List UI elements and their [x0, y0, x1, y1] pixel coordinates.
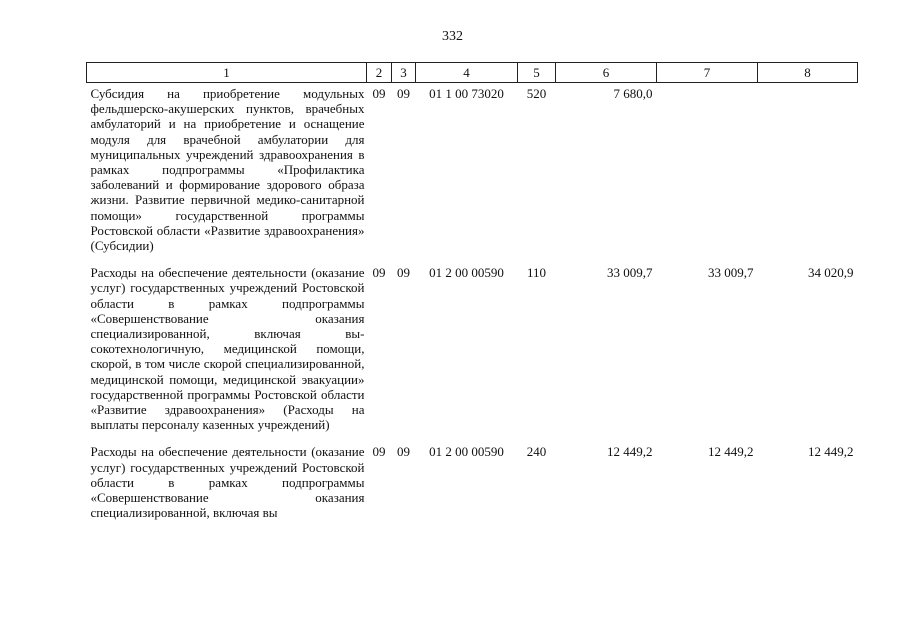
column-header: 3 [392, 63, 416, 83]
table-row [87, 83, 858, 263]
column-header: 8 [758, 63, 858, 83]
expense-type-code: 240 [526, 444, 547, 460]
section-code: 09 [372, 265, 386, 281]
amount-year-1: 7 680,0 [613, 86, 653, 101]
target-article-code: 01 2 00 00590 [429, 444, 504, 460]
budget-table [86, 62, 858, 529]
amount-year-3: 34 020,9 [808, 265, 854, 281]
table-header-row [87, 63, 858, 83]
amount-year-2 [657, 83, 758, 263]
expense-name: Субсидия на приобретение модульных фельдшерско-акушерских пунктов, врачебных амбулаторий и на приобретение и оснащение модуля для врачебной амбулатории для муниципальных учреждений здравоохранения в рамках подпрограммы «Профилактика заболеваний и формирование здорового образа жизни. Развитие первичной медико-санитарной помощи» государственной программы Ростовской области «Развитие здравоохранения» (Субсидии) [90, 86, 365, 254]
amount-year-3 [758, 83, 858, 263]
amount-year-1: 12 449,2 [607, 444, 653, 460]
amount-year-3: 12 449,2 [808, 444, 854, 460]
target-article-code: 01 2 00 00590 [429, 265, 504, 281]
expense-name: Расходы на обеспечение деятельности (оказание услуг) государственных учреждений Ростовской области в рамках подпрограммы «Совершенствование оказания специализированной, включая высокотехнологичную, медицинской помощи, скорой, в том числе скорой специализированной, медицинской помощи, медицинской эвакуации» государственной программы Ростовской области «Развитие здравоохранения» (Расходы на выплаты персоналу казенных учреждений) [90, 265, 365, 433]
column-header: 4 [416, 63, 518, 83]
subsection-code: 09 [397, 86, 410, 101]
section-code: 09 [372, 444, 386, 460]
expense-type-code: 520 [526, 86, 547, 101]
column-header: 2 [367, 63, 392, 83]
table-row [87, 441, 858, 529]
amount-year-1: 33 009,7 [607, 265, 653, 281]
page-number: 332 [442, 29, 463, 44]
target-article-code: 01 1 00 73020 [429, 86, 504, 101]
subsection-code: 09 [397, 265, 410, 281]
section-code: 09 [372, 86, 386, 101]
column-header: 6 [556, 63, 657, 83]
amount-year-2: 12 449,2 [708, 444, 754, 460]
column-header: 1 [87, 63, 367, 83]
column-header: 5 [518, 63, 556, 83]
column-header: 7 [657, 63, 758, 83]
table-row [87, 262, 858, 441]
amount-year-2: 33 009,7 [708, 265, 754, 281]
expense-type-code: 110 [526, 265, 547, 281]
subsection-code: 09 [397, 444, 410, 460]
expense-name: Расходы на обеспечение деятельности (оказание услуг) государственных учреждений Ростовской области в рамках подпрограммы «Совершенствование оказания специализированной, включая вы [90, 444, 365, 521]
